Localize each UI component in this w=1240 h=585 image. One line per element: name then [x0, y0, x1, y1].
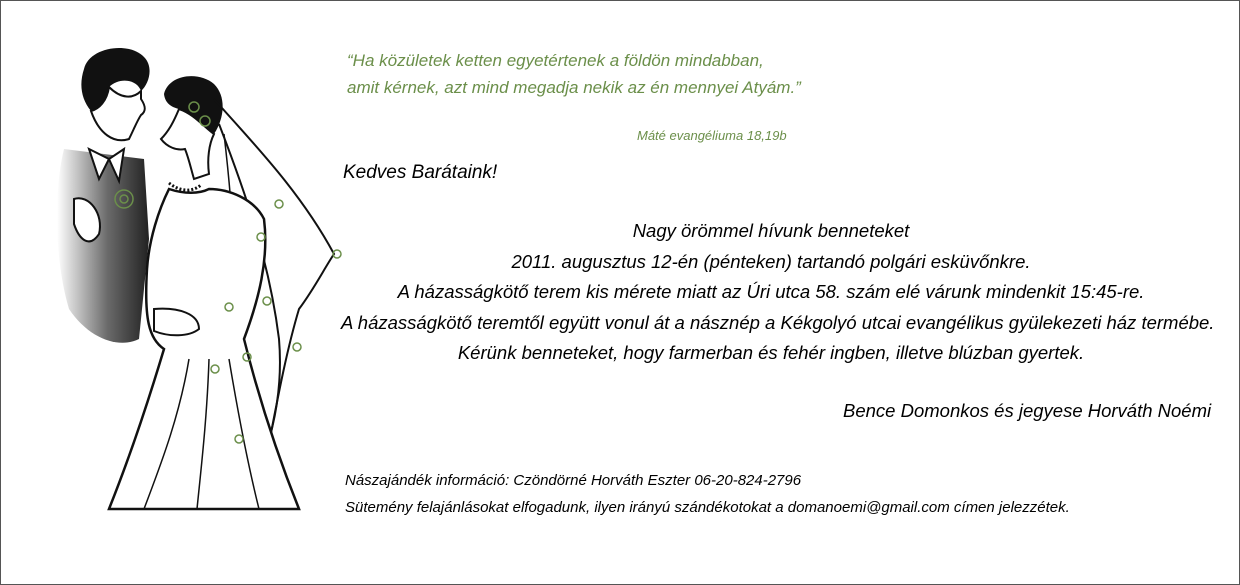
- invitation-body: [341, 216, 1215, 369]
- info-line-gift: Nászajándék információ: Czöndörné Horváth Eszter 06-20-824-2796: [345, 472, 802, 489]
- quote-line-1: “Ha közületek ketten egyetértenek a földön mindabban,: [347, 51, 764, 70]
- body-line: 2011. augusztus 12-én (pénteken) tartandó polgári esküvőnkre.: [511, 250, 1031, 272]
- bible-quote: [347, 47, 801, 101]
- info-block: [345, 467, 1070, 521]
- signature: Bence Domonkos és jegyese Horváth Noémi: [843, 400, 1212, 421]
- body-line: Kérünk benneteket, hogy farmerban és fehér ingben, illetve blúzban gyertek.: [457, 342, 1085, 363]
- greeting: Kedves Barátaink!: [343, 162, 498, 183]
- body-line: A házasságkötő terem kis mérete miatt az Úri utca 58. szám elé várunk mindenkit 15:45-re.: [397, 281, 1145, 302]
- info-line-cake: Sütemény felajánlásokat elfogadunk, ilyen irányú szándékotokat a domanoemi@gmail.com címen jelezzétek.: [345, 499, 1070, 516]
- body-line: Nagy örömmel hívunk benneteket: [632, 220, 910, 241]
- bride-and-groom-illustration: [29, 39, 359, 549]
- quote-line-2: amit kérnek, azt mind megadja nekik az én mennyei Atyám.”: [347, 78, 801, 97]
- quote-citation: Máté evangéliuma 18,19b: [637, 128, 787, 143]
- body-line: A házasságkötő teremtől együtt vonul át a násznép a Kékgolyó utcai evangélikus gyülekezeti ház termébe.: [341, 311, 1215, 333]
